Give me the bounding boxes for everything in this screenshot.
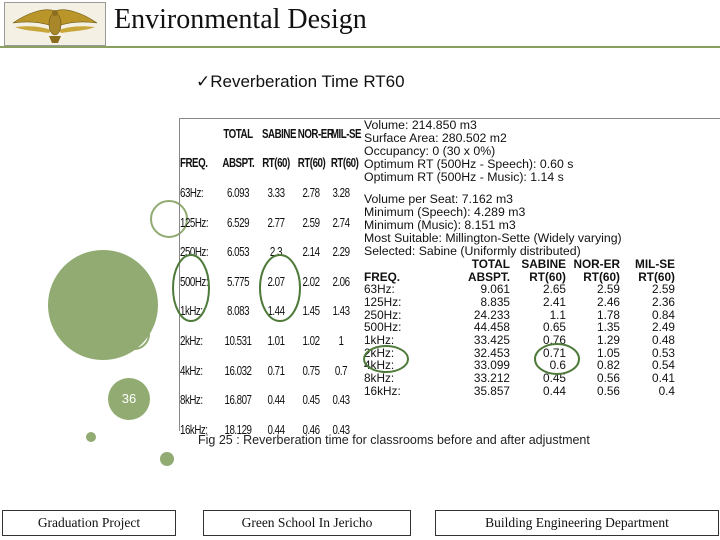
table-cell: 5.775 — [226, 274, 250, 289]
table-cell: 0.65 — [543, 320, 566, 335]
table-header-row: FREQ. ABSPT. RT(60) RT(60) RT(60) — [180, 156, 359, 171]
table-cell: 0.44 — [543, 383, 566, 398]
table-cell: 2.41 — [543, 294, 566, 309]
table-cell: 18.129 — [224, 422, 252, 437]
table-cell: 33.099 — [473, 358, 510, 373]
table-cell: 32.453 — [473, 345, 510, 360]
table-cell: 2kHz: — [180, 333, 203, 348]
table-cell: 250Hz: — [180, 245, 209, 260]
table-cell: 6.529 — [226, 215, 250, 230]
table-cell: 16kHz: — [364, 383, 401, 398]
table-cell: 0.45 — [543, 371, 566, 386]
table-cell: 24.233 — [473, 307, 510, 322]
table-cell: 10.531 — [224, 333, 252, 348]
table-cell: 1.35 — [597, 320, 620, 335]
table-cell: 0.44 — [267, 422, 285, 437]
table-cell: 35.857 — [473, 383, 510, 398]
table-cell: 4kHz: — [180, 363, 203, 378]
table-cell: 0.71 — [543, 345, 566, 360]
info-line: Surface Area: 280.502 m2 — [364, 130, 507, 145]
table-cell: 0.48 — [652, 334, 675, 347]
table-cell: 2.3 — [269, 245, 283, 260]
slide-title: Environmental Design — [114, 4, 367, 35]
highlight-sabine-before — [260, 255, 300, 321]
table-cell: 0.45 — [302, 393, 320, 408]
table-cell: 2kHz: — [364, 345, 395, 360]
table-cell: 0.76 — [543, 333, 566, 348]
table-cell: 0.84 — [652, 308, 675, 322]
table-cell: 6.093 — [226, 185, 250, 200]
info-line: Selected: Sabine (Uniformly distributed) — [364, 244, 581, 259]
table-cell: 0.46 — [302, 422, 320, 437]
check-icon: ✓ — [196, 72, 211, 91]
table-cell: 0.6 — [549, 358, 566, 373]
figure-caption: Fig 25 : Reverberation time for classrooms before and after adjustment — [198, 433, 590, 447]
table-cell: 3.33 — [267, 185, 285, 200]
highlight-sabine-after — [535, 344, 579, 374]
table-cell: 0.44 — [267, 393, 285, 408]
table-cell: 0.43 — [332, 393, 350, 408]
table-cell: 63Hz: — [180, 185, 204, 200]
table-cell: 6.053 — [226, 245, 250, 260]
table-cell: 2.59 — [652, 283, 675, 296]
table-cell: 9.061 — [480, 282, 510, 297]
table-header-row: FREQ. ABSPT. RT(60) RT(60) RT(60) — [364, 269, 675, 284]
table-cell: 1.05 — [597, 345, 620, 360]
table-cell: 1.29 — [597, 333, 620, 348]
info-line: Most Suitable: Millington-Sette (Widely varying) — [364, 231, 622, 246]
info-line: Occupancy: 0 (30 x 0%) — [364, 143, 496, 158]
table-cell: 1.1 — [549, 307, 566, 322]
footer-title: Green School In Jericho — [203, 510, 411, 536]
table-cell: 2.14 — [302, 245, 320, 260]
table-cell: 0.4 — [658, 384, 675, 398]
table-cell: 1kHz: — [180, 304, 203, 319]
table-cell: 0.41 — [652, 372, 675, 385]
info-line: Minimum (Music): 8.151 m3 — [364, 218, 516, 233]
table-cell: 16.807 — [224, 393, 252, 408]
table-cell: 2.07 — [267, 274, 285, 289]
table-cell: 125Hz: — [364, 294, 402, 309]
table-cell: 2.59 — [597, 282, 620, 297]
info-line: Volume per Seat: 7.162 m3 — [364, 192, 514, 207]
table-cell: 16kHz: — [180, 422, 208, 437]
table-cell: 2.77 — [267, 215, 285, 230]
table-cell: 2.36 — [652, 295, 675, 309]
table-cell: 0.54 — [652, 359, 675, 373]
table-cell: 2.78 — [302, 185, 320, 200]
highlight-freq-before — [173, 255, 209, 321]
page-number: 36 — [121, 391, 137, 406]
table-cell: 4kHz: — [364, 358, 395, 373]
table-cell: 0.82 — [597, 358, 620, 373]
table-header-row: TOTAL SABINE NOR-ER MIL-SE — [471, 256, 675, 271]
table-cell: 2.49 — [652, 321, 675, 335]
table-cell: 1kHz: — [364, 333, 395, 348]
footer-project: Graduation Project — [2, 510, 176, 536]
table-cell: 1.01 — [267, 333, 285, 348]
info-line: Minimum (Speech): 4.289 m3 — [364, 205, 526, 220]
highlight-freq-after — [364, 346, 408, 372]
table-cell: 2.29 — [332, 245, 350, 260]
table-cell: 8kHz: — [364, 371, 395, 386]
table-cell: 8.083 — [226, 304, 250, 319]
table-cell: 250Hz: — [364, 307, 402, 322]
table-cell: 500Hz: — [180, 274, 209, 289]
table-cell: 2.02 — [302, 274, 320, 289]
table-cell: 63Hz: — [364, 282, 395, 297]
table-cell: 0.56 — [597, 383, 620, 398]
table-cell: 16.032 — [224, 363, 252, 378]
table-cell: 0.56 — [597, 371, 620, 386]
table-cell: 2.74 — [332, 215, 350, 230]
table-cell: 3.28 — [332, 185, 350, 200]
table-cell: 2.65 — [543, 282, 566, 297]
table-cell: 33.425 — [473, 333, 510, 348]
table-cell: 0.43 — [332, 422, 350, 437]
table-cell: 500Hz: — [364, 320, 402, 335]
table-cell: 1.02 — [302, 333, 320, 348]
table-header-row: TOTAL SABINE NOR-ER MIL-SE — [223, 126, 362, 141]
table-cell: 0.53 — [652, 346, 675, 360]
table-cell: 0.7 — [334, 363, 348, 378]
table-cell: 2.59 — [302, 215, 320, 230]
table-cell: 125Hz: — [180, 215, 209, 230]
table-cell: 0.75 — [302, 363, 320, 378]
table-cell: 0.71 — [267, 363, 285, 378]
footer-department: Building Engineering Department — [435, 510, 719, 536]
table-cell: 8kHz: — [180, 393, 203, 408]
table-cell: 1.45 — [302, 304, 320, 319]
table-cell: 33.212 — [473, 371, 510, 386]
table-cell: 1 — [338, 333, 344, 348]
table-cell: 2.46 — [597, 294, 620, 309]
info-line: Volume: 214.850 m3 — [364, 118, 477, 132]
table-cell: 44.458 — [473, 320, 510, 335]
table-cell: 8.835 — [480, 294, 510, 309]
table-cell: 1.43 — [332, 304, 350, 319]
bullet-text: Reverberation Time RT60 — [210, 72, 405, 91]
info-line: Optimum RT (500Hz - Music): 1.14 s — [364, 169, 564, 184]
table-cell: 2.06 — [332, 274, 350, 289]
table-cell: 1.78 — [597, 307, 620, 322]
table-cell: 1.44 — [267, 304, 285, 319]
info-line: Optimum RT (500Hz - Speech): 0.60 s — [364, 156, 574, 171]
